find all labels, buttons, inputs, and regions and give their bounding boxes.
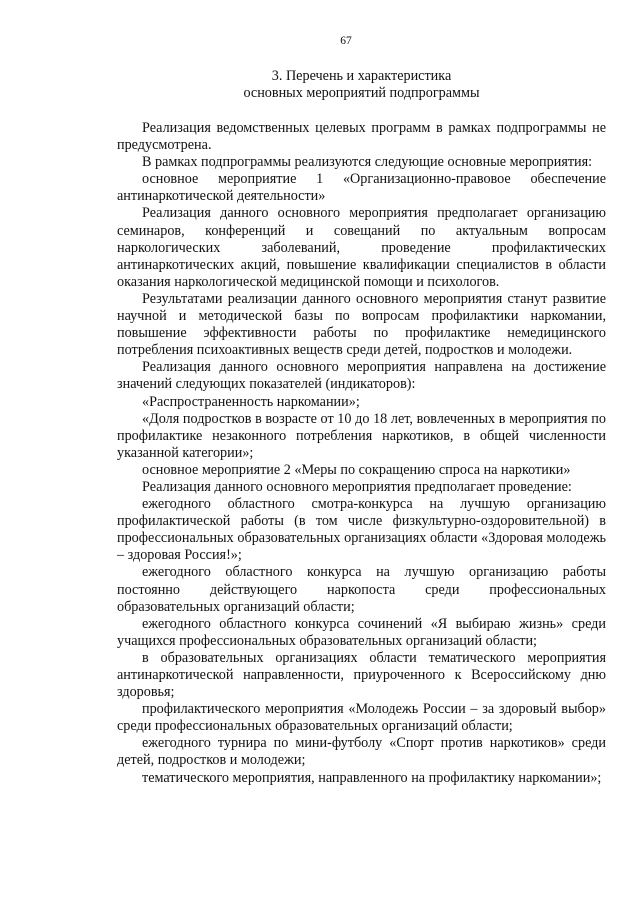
body-text <box>117 120 606 787</box>
paragraph: ежегодного турнира по мини-футболу «Спорт против наркотиков» среди детей, подростков и молодежи; <box>117 735 606 769</box>
paragraph: «Доля подростков в возрасте от 10 до 18 лет, вовлеченных в мероприятия по профилактике незаконного потребления наркотиков, в общей численности указанной категории»; <box>117 410 606 461</box>
paragraph: Реализация данного основного мероприятия предполагает проведение: <box>142 478 572 495</box>
paragraph: В рамках подпрограммы реализуются следующие основные мероприятия: <box>142 154 593 171</box>
page-number: 67 <box>340 35 352 47</box>
paragraph: основное мероприятие 2 «Меры по сокращению спроса на наркотики» <box>142 461 571 478</box>
paragraph: Реализация данного основного мероприятия направлена на достижение значений следующих показателей (индикаторов): <box>117 359 606 393</box>
paragraph: Реализация ведомственных целевых программ в рамках подпрограммы не предусмотрена. <box>117 120 606 154</box>
paragraph: Реализация данного основного мероприятия предполагает организацию семинаров, конференций и совещаний по актуальным вопросам наркологических заболеваний, проведение профилактических антинаркотических акций, повышение квалификации специалистов в области оказания наркологической медицинской помощи и психологов. <box>117 205 606 290</box>
paragraph: ежегодного областного конкурса сочинений «Я выбираю жизнь» среди учащихся профессиональных образовательных организаций области; <box>117 615 606 649</box>
paragraph: ежегодного областного смотра-конкурса на лучшую организацию профилактической работы (в том числе физкультурно-оздоровительной) в профессиональных образовательных организациях области «Здоровая молодежь – здоровая Россия!»; <box>117 496 606 564</box>
section-heading-line-1: 3. Перечень и характеристика <box>271 68 452 84</box>
paragraph: Результатами реализации данного основного мероприятия станут развитие научной и методической базы по вопросам профилактики наркомании, повышение эффективности работы по профилактике немедицинского потребления психоактивных веществ среди детей, подростков и молодежи. <box>117 290 606 359</box>
paragraph: «Распространенность наркомании»; <box>142 393 360 410</box>
paragraph: тематического мероприятия, направленного на профилактику наркомании»; <box>142 769 602 786</box>
paragraph: ежегодного областного конкурса на лучшую организацию работы постоянно действующего наркопоста среди профессиональных образовательных организаций области; <box>117 564 606 615</box>
section-heading-line-2: основных мероприятий подпрограммы <box>243 85 480 101</box>
paragraph: профилактического мероприятия «Молодежь России – за здоровый выбор» среди профессиональных образовательных организаций области; <box>117 701 606 735</box>
paragraph: основное мероприятие 1 «Организационно-правовое обеспечение антинаркотической деятельности» <box>117 171 606 205</box>
section-heading <box>117 68 606 102</box>
paragraph: в образовательных организациях области тематического мероприятия антинаркотической направленности, приуроченного к Всероссийскому дню здоровья; <box>117 649 606 701</box>
